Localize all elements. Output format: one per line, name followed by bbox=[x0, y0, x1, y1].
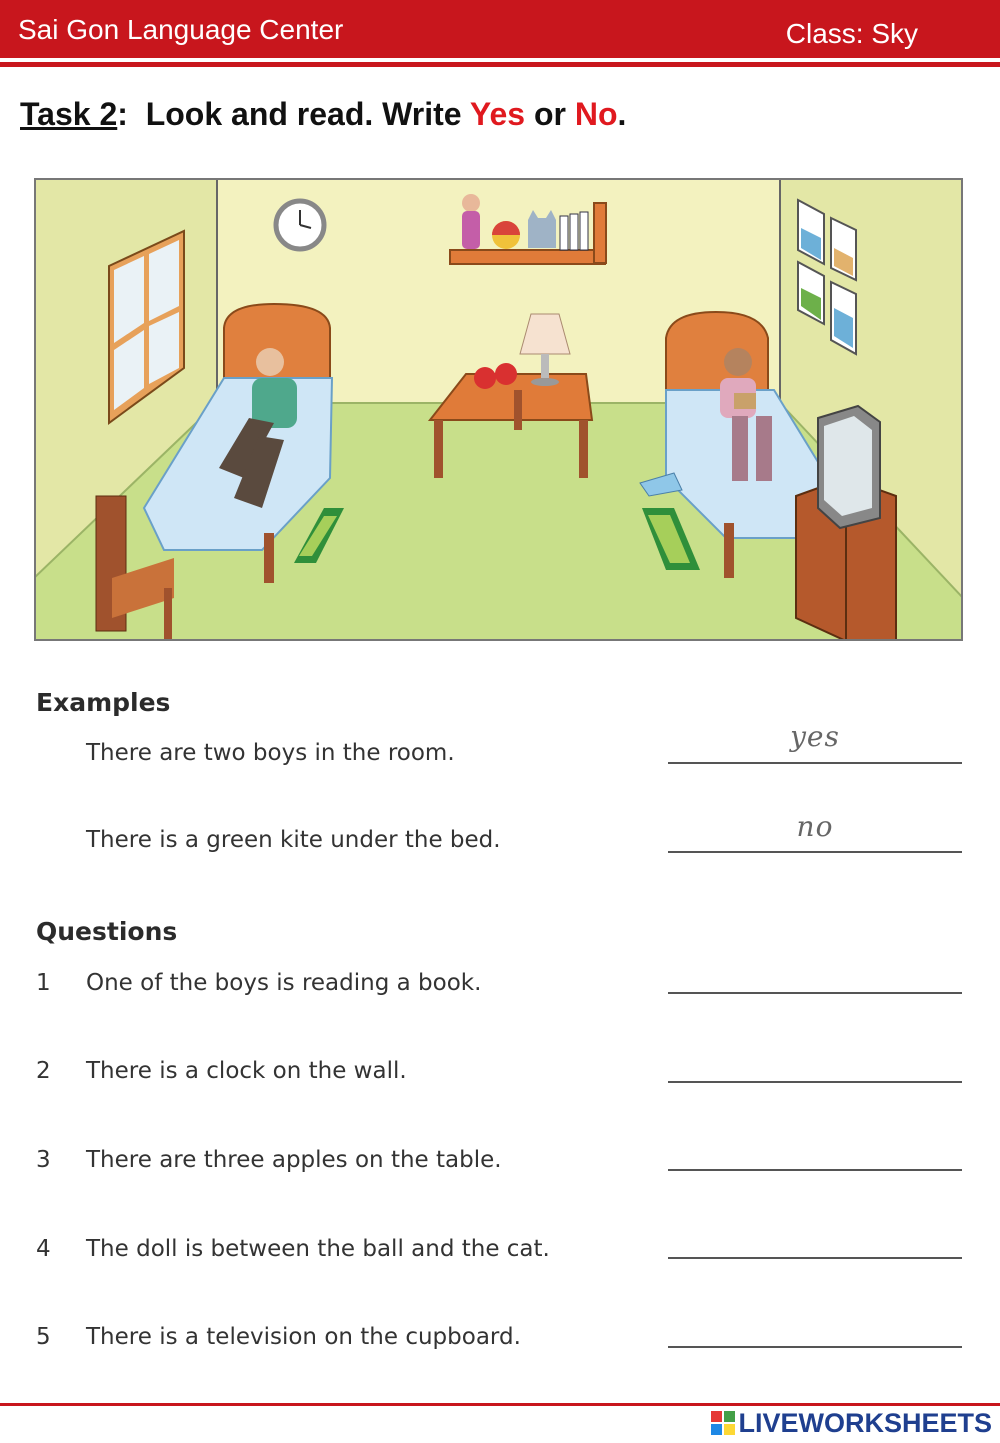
header-bar bbox=[0, 0, 1000, 58]
question-sentence-1: One of the boys is reading a book. bbox=[86, 970, 482, 996]
example-sentence-2: There is a green kite under the bed. bbox=[86, 827, 501, 853]
question-number-2: 2 bbox=[36, 1058, 51, 1084]
example-answer-line-1 bbox=[668, 762, 962, 764]
no-word: No bbox=[574, 96, 618, 132]
question-number-5: 5 bbox=[36, 1324, 51, 1350]
answer-input-4[interactable] bbox=[668, 1257, 962, 1259]
example-answer-1: yes bbox=[790, 720, 840, 753]
examples-heading: Examples bbox=[36, 688, 171, 717]
question-number-1: 1 bbox=[36, 970, 51, 996]
example-answer-line-2 bbox=[668, 851, 962, 853]
task-label: Task 2 bbox=[20, 96, 118, 132]
answer-input-2[interactable] bbox=[668, 1081, 962, 1083]
question-sentence-4: The doll is between the ball and the cat. bbox=[86, 1236, 550, 1262]
question-sentence-3: There are three apples on the table. bbox=[86, 1147, 502, 1173]
example-answer-2: no bbox=[796, 810, 834, 843]
bedroom-illustration bbox=[34, 178, 963, 641]
question-sentence-2: There is a clock on the wall. bbox=[86, 1058, 407, 1084]
liveworksheets-logo[interactable] bbox=[711, 1408, 992, 1438]
question-number-3: 3 bbox=[36, 1147, 51, 1173]
task-title bbox=[20, 96, 626, 133]
question-number-4: 4 bbox=[36, 1236, 51, 1262]
footer-divider bbox=[0, 1403, 1000, 1406]
task-instruction: Look and read. Write bbox=[145, 96, 462, 132]
or-word: or bbox=[533, 96, 566, 132]
yes-word: Yes bbox=[469, 96, 526, 132]
question-sentence-5: There is a television on the cupboard. bbox=[86, 1324, 521, 1350]
center-name: Sai Gon Language Center bbox=[18, 14, 344, 45]
answer-input-3[interactable] bbox=[668, 1169, 962, 1171]
task-colon: : bbox=[117, 96, 128, 132]
example-sentence-1: There are two boys in the room. bbox=[86, 740, 455, 766]
questions-heading: Questions bbox=[36, 917, 178, 946]
task-period: . bbox=[617, 96, 627, 132]
liveworksheets-logo-icon bbox=[711, 1411, 735, 1435]
class-label: Class: Sky bbox=[785, 18, 918, 49]
answer-input-5[interactable] bbox=[668, 1346, 962, 1348]
logo-text: LIVEWORKSHEETS bbox=[738, 1407, 992, 1438]
header-divider bbox=[0, 62, 1000, 67]
answer-input-1[interactable] bbox=[668, 992, 962, 994]
